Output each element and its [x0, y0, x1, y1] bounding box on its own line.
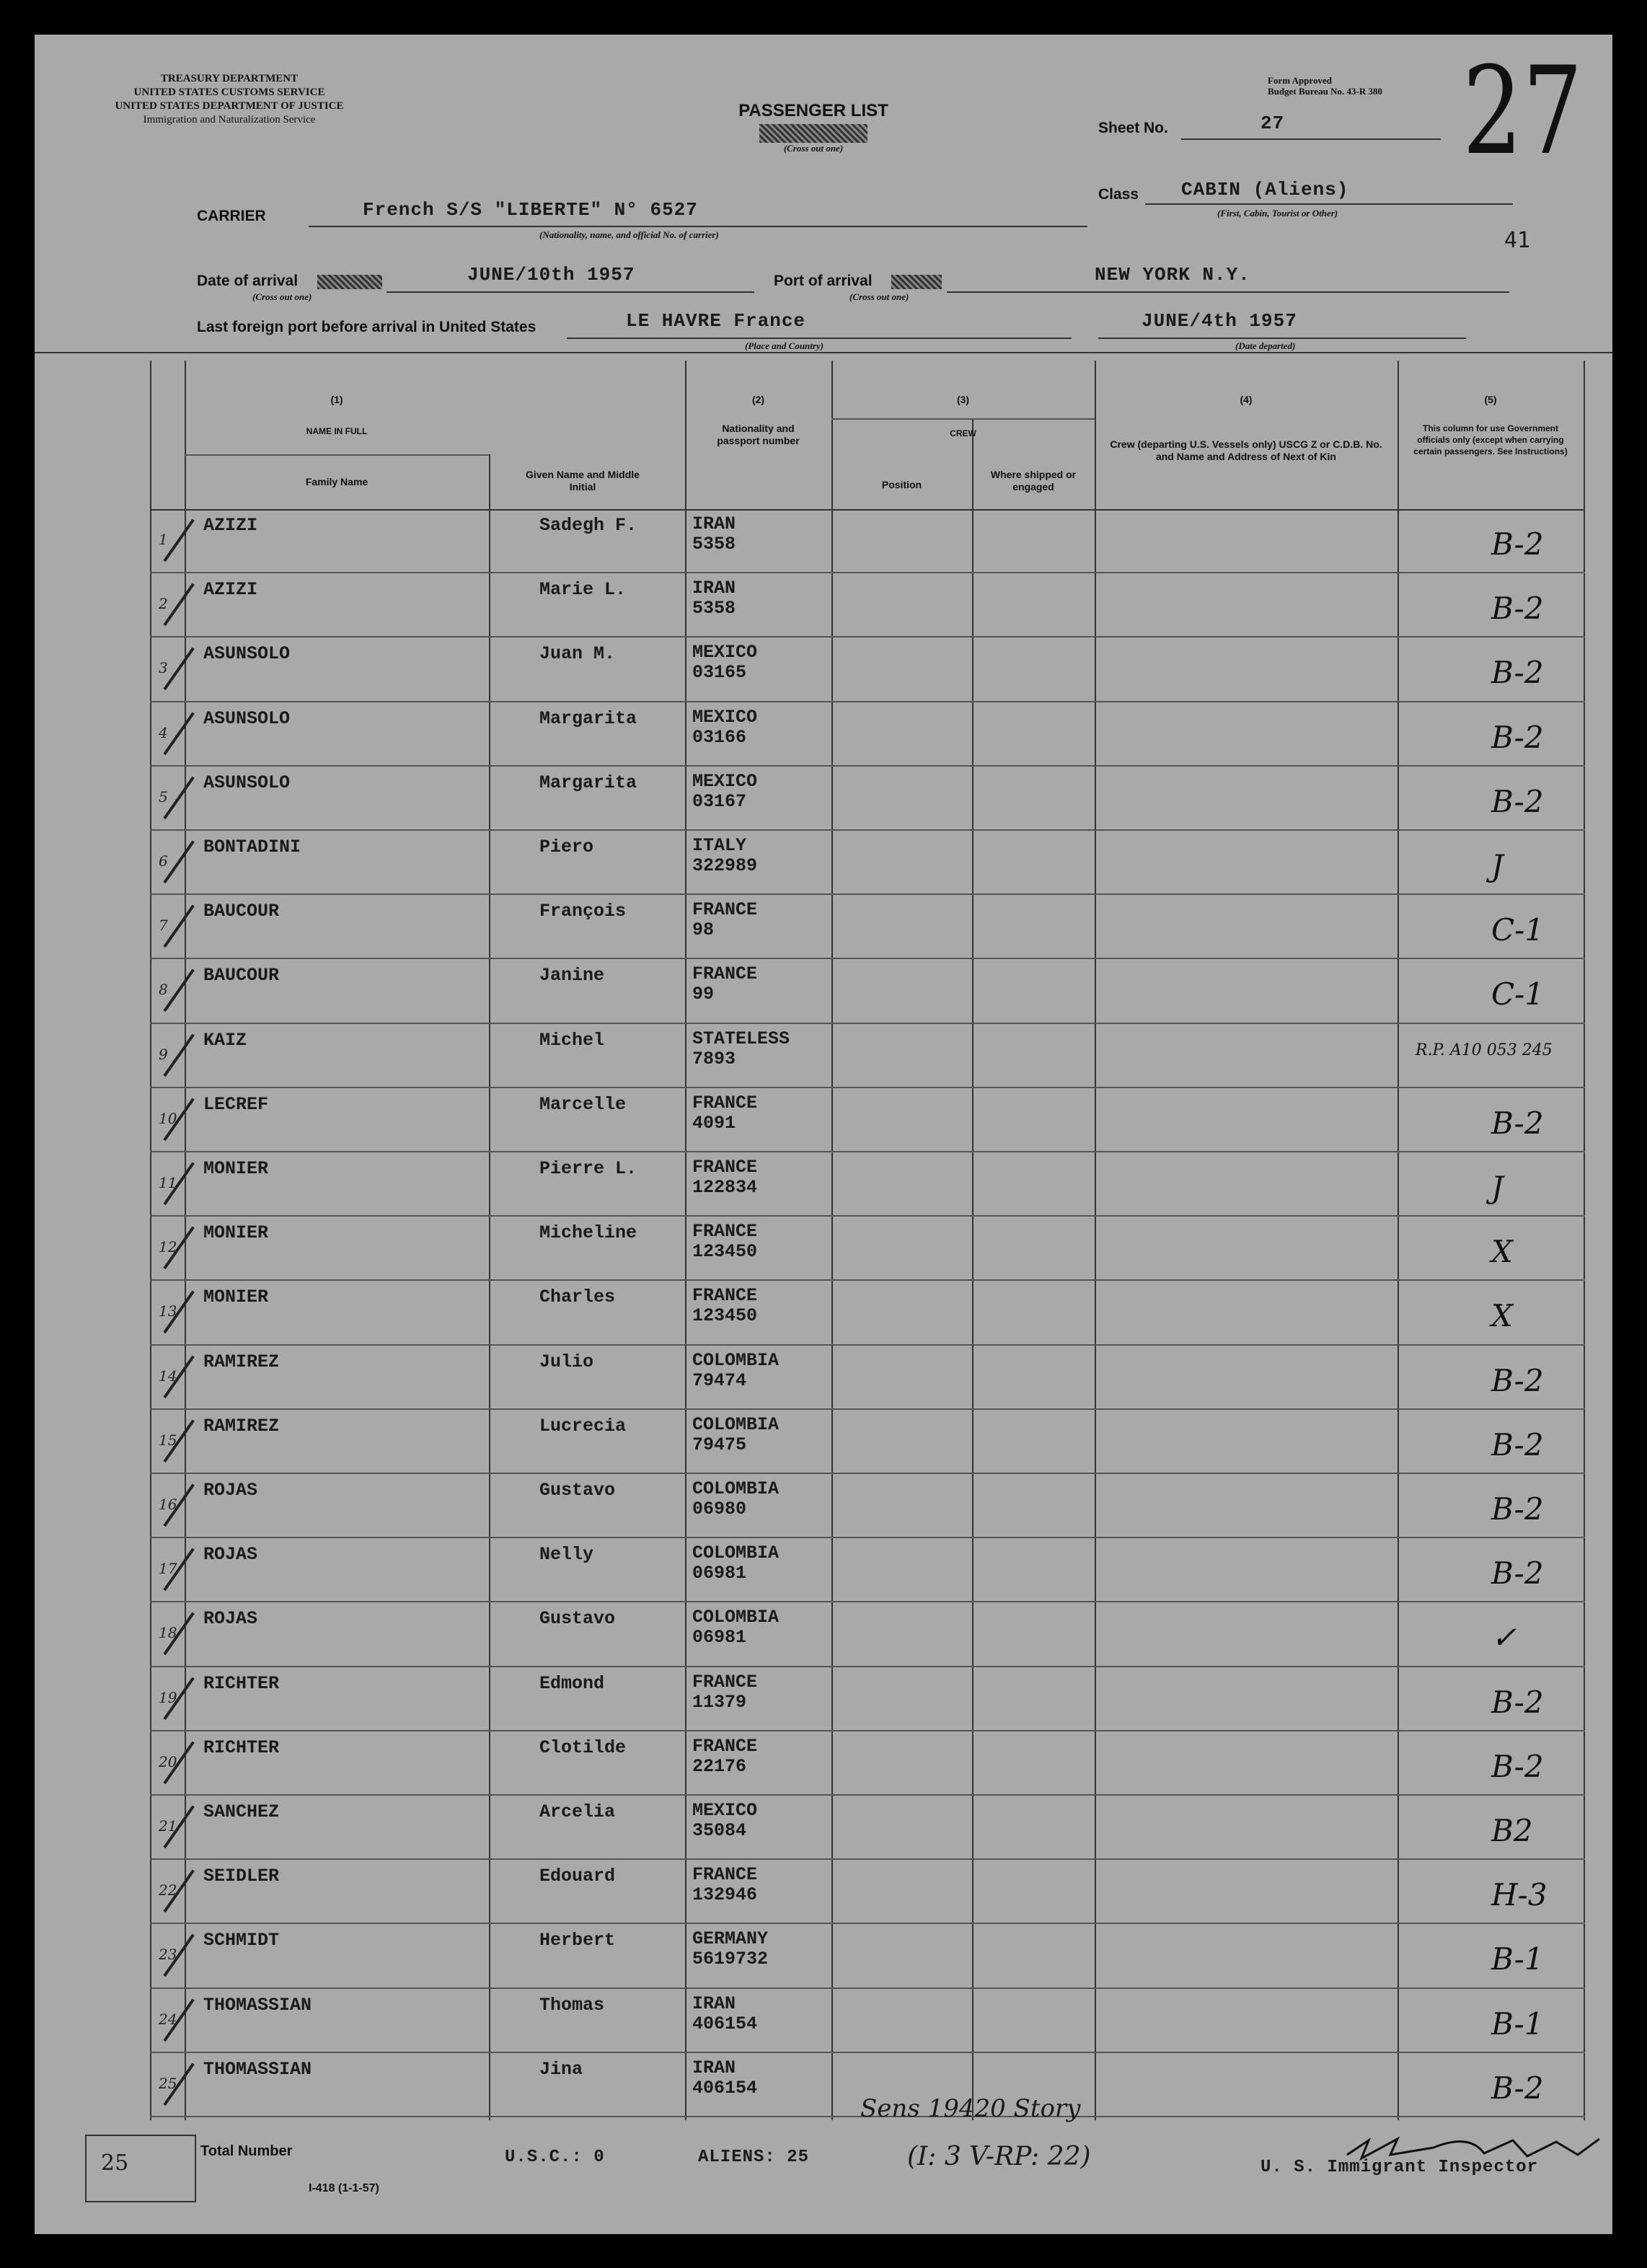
given-name: Gustavo — [539, 1608, 616, 1630]
given-name: Edmond — [539, 1672, 605, 1694]
given-name: François — [539, 901, 627, 922]
given-name: Edouard — [539, 1866, 616, 1887]
passport-number: 123450 — [692, 1241, 758, 1263]
given-name: Marcelle — [539, 1093, 627, 1115]
class-value: CABIN (Aliens) — [1181, 179, 1349, 200]
col4-number: (4) — [1240, 394, 1253, 405]
family-name: RICHTER — [203, 1672, 280, 1694]
passport-number: 7893 — [692, 1048, 736, 1069]
class-breakdown-note: (I: 3 V-RP: 22) — [907, 2142, 1091, 2171]
family-name: BAUCOUR — [203, 901, 280, 922]
dept-line: Immigration and Naturalization Service — [143, 114, 316, 125]
date-value: JUNE/10th 1957 — [467, 264, 635, 286]
col3-title: CREW — [950, 428, 976, 438]
departed-underline — [1098, 337, 1466, 339]
official-remark: B-2 — [1491, 1684, 1544, 1720]
family-name: RICHTER — [203, 1737, 280, 1758]
col5-title: This column for use Government officials only (except when carrying certain passengers. See Instructions) — [1413, 423, 1568, 456]
col2-number: (2) — [751, 394, 765, 405]
nationality: COLOMBIA — [692, 1413, 780, 1435]
nationality: GERMANY — [692, 1928, 769, 1950]
passport-number: 5358 — [692, 534, 736, 555]
passport-number: 06981 — [692, 1563, 747, 1584]
form-code: I-418 (1-1-57) — [309, 2182, 379, 2194]
official-remark: B-2 — [1491, 719, 1544, 755]
family-name: ASUNSOLO — [203, 643, 291, 665]
table-row — [150, 1924, 1585, 1988]
dept-line: UNITED STATES CUSTOMS SERVICE — [133, 87, 325, 98]
sheet-value: 27 — [1260, 112, 1285, 134]
check-mark — [163, 969, 194, 1012]
official-remark: X — [1491, 1234, 1513, 1270]
form-approved — [1268, 75, 1382, 97]
given-name: Thomas — [539, 1994, 605, 2016]
passenger-list-sheet — [35, 35, 1612, 2234]
row-number: 22 — [159, 1881, 177, 1899]
row-number: 5 — [159, 787, 168, 806]
passport-number: 123450 — [692, 1305, 758, 1327]
row-number: 16 — [159, 1496, 177, 1513]
family-name: SANCHEZ — [203, 1801, 280, 1822]
row-number: 9 — [159, 1045, 168, 1063]
side-number: 41 — [1504, 228, 1531, 253]
title-block — [705, 101, 922, 154]
passport-number: 406154 — [692, 2077, 758, 2099]
row-number: 1 — [159, 531, 168, 548]
row-number: 21 — [159, 1817, 177, 1835]
dept-line: TREASURY DEPARTMENT — [160, 73, 299, 84]
row-number: 19 — [159, 1688, 177, 1706]
given-name: Jina — [539, 2058, 583, 2080]
nationality: IRAN — [692, 513, 736, 534]
nationality: FRANCE — [692, 1285, 758, 1307]
passport-number: 122834 — [692, 1177, 758, 1198]
table-row — [150, 1796, 1585, 1860]
row-number: 23 — [159, 1946, 177, 1964]
official-remark: B-2 — [1491, 1748, 1544, 1784]
row-number: 2 — [159, 595, 168, 613]
official-remark: B-1 — [1491, 1941, 1544, 1977]
official-remark: R.P. A10 053 245 — [1416, 1041, 1553, 1059]
table-row — [150, 1989, 1585, 2053]
official-remark: C-1 — [1491, 912, 1545, 948]
passport-number: 98 — [692, 919, 715, 941]
check-mark — [163, 648, 194, 691]
date-hint: (Cross out one) — [252, 291, 312, 302]
official-remark: B-2 — [1491, 655, 1544, 691]
official-remark: B-1 — [1491, 2006, 1544, 2042]
last-port-hint: (Place and Country) — [745, 340, 824, 351]
passport-number: 5358 — [692, 598, 736, 619]
family-name: ROJAS — [203, 1608, 258, 1630]
family-name-header: Family Name — [305, 476, 368, 487]
given-name: Charles — [539, 1287, 616, 1308]
given-name: Janine — [539, 965, 605, 987]
port-label: Port of arrival — [774, 273, 873, 289]
check-mark — [163, 519, 194, 562]
row-number: 10 — [159, 1109, 177, 1127]
usc-count: U.S.C.: 0 — [505, 2148, 605, 2167]
given-name: Margarita — [539, 772, 637, 793]
nationality: IRAN — [692, 578, 736, 599]
passport-number: 406154 — [692, 2013, 758, 2034]
check-mark — [163, 776, 194, 819]
family-name: THOMASSIAN — [203, 2058, 312, 2080]
passport-number: 322989 — [692, 855, 758, 876]
last-port-label: Last foreign port before arrival in United States — [197, 319, 537, 335]
date-label: Date of arrival — [197, 273, 299, 289]
table-row — [150, 767, 1585, 831]
given-name: Marie L. — [539, 579, 627, 601]
col1-number: (1) — [330, 394, 343, 405]
official-remark: C-1 — [1491, 976, 1545, 1012]
official-remark: ✓ — [1491, 1620, 1517, 1656]
given-name: Arcelia — [539, 1801, 616, 1822]
carrier-hint: (Nationality, name, and official No. of carrier) — [539, 229, 719, 240]
nationality: FRANCE — [692, 963, 758, 985]
last-port-underline — [567, 337, 1072, 339]
col3-number: (3) — [956, 394, 970, 405]
department-block — [78, 72, 381, 127]
given-name: Pierre L. — [539, 1158, 637, 1179]
given-name: Micheline — [539, 1222, 637, 1244]
row-number: 13 — [159, 1302, 177, 1320]
table-row — [150, 702, 1585, 767]
table-row — [150, 1152, 1585, 1217]
table-row — [150, 1474, 1585, 1538]
row-number: 4 — [159, 723, 168, 741]
last-port-value: LE HAVRE France — [626, 310, 806, 332]
given-name: Sadegh F. — [539, 515, 637, 536]
family-name: RAMIREZ — [203, 1415, 280, 1437]
header-rule — [35, 352, 1612, 353]
given-name: Clotilde — [539, 1737, 627, 1758]
passport-number: 03166 — [692, 726, 747, 748]
port-hint: (Cross out one) — [849, 291, 909, 302]
sheet-stamp-number: 27 — [1462, 40, 1583, 182]
nationality: FRANCE — [692, 1092, 758, 1113]
carrier-underline — [309, 226, 1087, 227]
official-remark: B-2 — [1491, 1105, 1544, 1141]
aliens-count: ALIENS: 25 — [698, 2148, 810, 2167]
row-number: 11 — [159, 1174, 177, 1191]
official-remark: J — [1491, 1170, 1504, 1205]
sheet-underline — [1181, 138, 1441, 140]
departed-hint: (Date departed) — [1235, 340, 1296, 351]
nationality: ITALY — [692, 835, 747, 856]
carrier-label: CARRIER — [197, 208, 266, 224]
given-name: Michel — [539, 1029, 605, 1051]
total-number-label: Total Number — [200, 2143, 293, 2159]
count-box — [85, 2135, 196, 2202]
official-remark: X — [1491, 1298, 1513, 1334]
carrier-value: French S/S "LIBERTE" N° 6527 — [363, 199, 698, 221]
nationality: COLOMBIA — [692, 1543, 780, 1564]
header-divider — [185, 454, 489, 456]
family-name: MONIER — [203, 1222, 269, 1244]
nationality: FRANCE — [692, 899, 758, 921]
col2-title: Nationality and passport number — [717, 423, 800, 446]
passport-number: 03165 — [692, 662, 747, 684]
official-remark: B-2 — [1491, 783, 1544, 819]
row-number: 8 — [159, 981, 168, 999]
table-row — [150, 1217, 1585, 1281]
nationality: MEXICO — [692, 706, 758, 728]
official-remark: B2 — [1491, 1813, 1533, 1848]
given-name: Herbert — [539, 1930, 616, 1951]
nationality: FRANCE — [692, 1864, 758, 1886]
crossed-out-word — [891, 275, 942, 289]
passport-number: 22176 — [692, 1755, 747, 1777]
nationality: STATELESS — [692, 1028, 790, 1049]
nationality: FRANCE — [692, 1671, 758, 1693]
family-name: AZIZI — [203, 515, 258, 536]
passenger-table — [150, 361, 1585, 2120]
class-underline — [1145, 203, 1513, 205]
form-approved-text: Form Approved — [1268, 75, 1332, 86]
family-name: MONIER — [203, 1287, 269, 1308]
passport-number: 99 — [692, 984, 715, 1005]
given-name: Margarita — [539, 707, 637, 729]
row-number: 6 — [159, 852, 168, 870]
table-row — [150, 573, 1585, 637]
departed-value: JUNE/4th 1957 — [1142, 310, 1297, 332]
family-name: AZIZI — [203, 579, 258, 601]
passport-number: 06981 — [692, 1627, 747, 1649]
official-remark: B-2 — [1491, 1491, 1544, 1527]
table-row — [150, 1860, 1585, 1924]
page-title: PASSENGER LIST — [738, 101, 888, 120]
table-row — [150, 1538, 1585, 1602]
row-number: 25 — [159, 2074, 177, 2092]
official-remark: B-2 — [1491, 591, 1544, 627]
passport-number: 11379 — [692, 1691, 747, 1713]
family-name: THOMASSIAN — [203, 1994, 312, 2016]
family-name: SEIDLER — [203, 1866, 280, 1887]
passport-number: 03167 — [692, 790, 747, 812]
nationality: COLOMBIA — [692, 1478, 780, 1499]
official-remark: J — [1491, 848, 1504, 883]
row-number: 18 — [159, 1624, 177, 1642]
passport-number: 79475 — [692, 1434, 747, 1455]
given-name: Juan M. — [539, 643, 616, 665]
inspector-signature — [1340, 2126, 1614, 2169]
passport-number: 35084 — [692, 1820, 747, 1841]
col1-title: NAME IN FULL — [306, 426, 368, 436]
official-remark: B-2 — [1491, 1556, 1544, 1592]
row-number: 12 — [159, 1238, 177, 1256]
dept-line: UNITED STATES DEPARTMENT OF JUSTICE — [115, 100, 344, 112]
table-row — [150, 1410, 1585, 1474]
class-label: Class — [1098, 186, 1139, 203]
given-name: Nelly — [539, 1544, 594, 1566]
family-name: BAUCOUR — [203, 965, 280, 987]
title-hint: (Cross out one) — [783, 143, 844, 154]
family-name: RAMIREZ — [203, 1351, 280, 1372]
family-name: ROJAS — [203, 1480, 258, 1501]
row-number: 7 — [159, 917, 168, 935]
where-shipped-header: Where shipped or engaged — [990, 469, 1077, 493]
position-header: Position — [881, 479, 922, 490]
passport-number: 5619732 — [692, 1949, 769, 1970]
table-row — [150, 959, 1585, 1023]
table-row — [150, 1281, 1585, 1345]
family-name: BONTADINI — [203, 837, 301, 857]
row-number: 20 — [159, 1752, 177, 1770]
nationality: COLOMBIA — [692, 1349, 780, 1371]
given-name: Julio — [539, 1351, 594, 1372]
table-row — [150, 1088, 1585, 1152]
given-name: Gustavo — [539, 1480, 616, 1501]
nationality: MEXICO — [692, 1800, 758, 1821]
given-name: Lucrecia — [539, 1415, 627, 1437]
sheet-label: Sheet No. — [1098, 120, 1168, 136]
header-divider — [831, 418, 1095, 420]
table-row — [150, 1346, 1585, 1410]
nationality: FRANCE — [692, 1157, 758, 1178]
table-row — [150, 509, 1585, 573]
count-box-value: 25 — [101, 2150, 129, 2176]
port-underline — [947, 291, 1509, 293]
table-row — [150, 1667, 1585, 1731]
row-number: 24 — [159, 2010, 177, 2028]
passport-number: 132946 — [692, 1884, 758, 1906]
row-number: 17 — [159, 1560, 177, 1578]
nationality: IRAN — [692, 2057, 736, 2078]
official-remark: B-2 — [1491, 1426, 1544, 1462]
given-name-header: Given Name and Middle Initial — [526, 469, 640, 493]
row-number: 3 — [159, 659, 168, 677]
passport-number: 06980 — [692, 1499, 747, 1519]
handwritten-scribble: Sens 19420 Story — [860, 2094, 1081, 2123]
nationality: MEXICO — [692, 770, 758, 792]
official-remark: H-3 — [1491, 1877, 1547, 1913]
table-row — [150, 637, 1585, 702]
table-row — [150, 1731, 1585, 1796]
official-remark: B-2 — [1491, 1362, 1544, 1398]
row-number: 15 — [159, 1431, 177, 1449]
nationality: COLOMBIA — [692, 1607, 780, 1628]
family-name: SCHMIDT — [203, 1930, 280, 1951]
official-remark: B-2 — [1491, 526, 1544, 562]
crossed-out-word — [759, 124, 867, 143]
col4-title: Crew (departing U.S. Vessels only) USCG Z or C.D.B. No. and Name and Address of Next of Kin — [1110, 438, 1382, 462]
crossed-out-word — [317, 275, 382, 289]
table-row — [150, 895, 1585, 959]
family-name: ROJAS — [203, 1544, 258, 1566]
row-number: 14 — [159, 1367, 177, 1385]
passport-number: 4091 — [692, 1112, 736, 1134]
inspector-title: U. S. Immigrant Inspector — [1260, 2158, 1539, 2177]
nationality: FRANCE — [692, 1735, 758, 1757]
table-row — [150, 1602, 1585, 1667]
class-hint: (First, Cabin, Tourist or Other) — [1217, 208, 1338, 219]
nationality: MEXICO — [692, 642, 758, 663]
passport-number: 79474 — [692, 1369, 747, 1391]
port-value: NEW YORK N.Y. — [1095, 264, 1250, 286]
family-name: LECREF — [203, 1093, 269, 1115]
family-name: KAIZ — [203, 1029, 247, 1051]
date-underline — [387, 291, 754, 293]
given-name: Piero — [539, 837, 594, 857]
official-remark: B-2 — [1491, 2070, 1544, 2106]
nationality: FRANCE — [692, 1221, 758, 1243]
table-row — [150, 1024, 1585, 1088]
col5-number: (5) — [1484, 394, 1497, 405]
budget-bureau-text: Budget Bureau No. 43-R 380 — [1268, 86, 1383, 97]
family-name: ASUNSOLO — [203, 772, 291, 793]
family-name: MONIER — [203, 1158, 269, 1179]
nationality: IRAN — [692, 1993, 736, 2014]
family-name: ASUNSOLO — [203, 707, 291, 729]
table-row — [150, 831, 1585, 895]
